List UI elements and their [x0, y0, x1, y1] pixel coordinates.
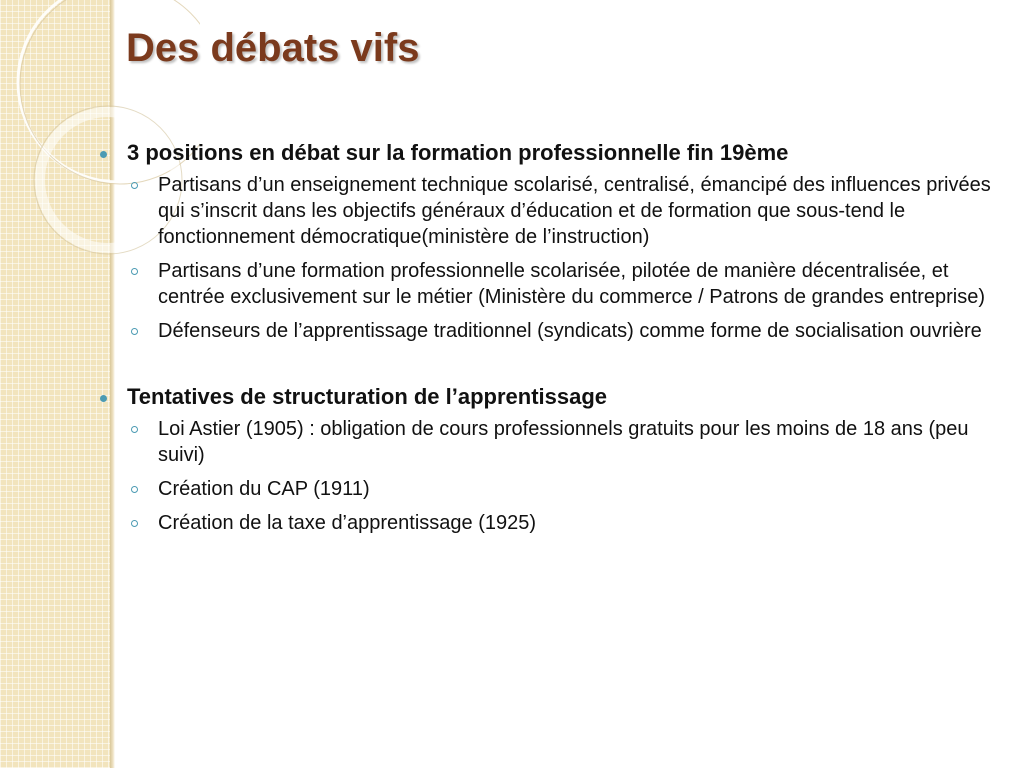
- ring-bullet-icon: [131, 486, 138, 493]
- ring-bullet-icon: [131, 426, 138, 433]
- ring-bullet-icon: [131, 182, 138, 189]
- bullet-dot-icon: [100, 151, 107, 158]
- list-item: [96, 318, 996, 344]
- list-item: [96, 172, 996, 250]
- sub-bullet-list: [96, 416, 996, 536]
- section-heading: Tentatives de structuration de l’apprentissage: [127, 384, 608, 409]
- list-item-text: Partisans d’une formation professionnelle scolarisée, pilotée de manière décentralisée, et centrée exclusivement sur le métier (Ministère du commerce / Patrons de grandes entreprise): [158, 260, 986, 308]
- list-item: [96, 258, 996, 310]
- list-item-text: Partisans d’un enseignement technique scolarisé, centralisé, émancipé des influences privées qui s’inscrit dans les objectifs généraux d’éducation et de formation que sous-tend le fonctionnement démocratique(ministère de l’instruction): [158, 174, 991, 248]
- section-apprenticeship: [96, 382, 996, 536]
- list-item-text: Défenseurs de l’apprentissage traditionnel (syndicats) comme forme de socialisation ouvrière: [158, 320, 982, 342]
- ring-bullet-icon: [131, 328, 138, 335]
- list-item-text: Création de la taxe d’apprentissage (1925): [158, 512, 537, 534]
- section-positions: [96, 138, 996, 344]
- list-item: [96, 416, 996, 468]
- bullet-level1: [96, 138, 996, 168]
- sub-bullet-list: [96, 172, 996, 344]
- slide-content: [96, 138, 996, 544]
- list-item-text: Création du CAP (1911): [158, 478, 370, 500]
- list-item: [96, 476, 996, 502]
- bullet-level1: [96, 382, 996, 412]
- list-item: [96, 510, 996, 536]
- list-item-text: Loi Astier (1905) : obligation de cours professionnels gratuits pour les moins de 18 ans (peu suivi): [158, 418, 969, 466]
- ring-bullet-icon: [131, 268, 138, 275]
- slide-title: Des débats vifs: [126, 26, 420, 70]
- bullet-dot-icon: [100, 395, 107, 402]
- section-heading: 3 positions en débat sur la formation professionnelle fin 19ème: [127, 140, 789, 165]
- ring-bullet-icon: [131, 520, 138, 527]
